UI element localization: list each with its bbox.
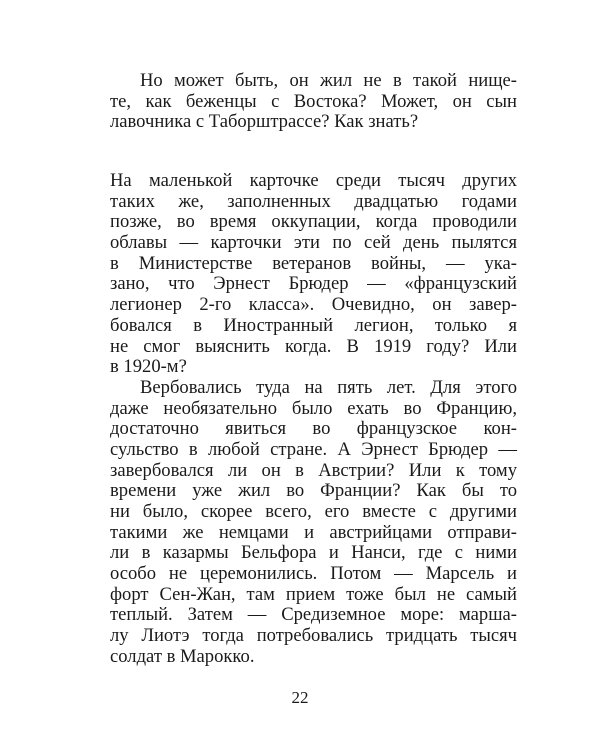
text-line: Вербовались туда на пять лет. Для этого bbox=[140, 376, 517, 398]
text-line: зано, что Эрнест Брюдер — «французский bbox=[110, 273, 517, 295]
text-line: такими же немцами и австрийцами отправи- bbox=[110, 521, 517, 543]
text-line: ли в казармы Бельфора и Нанси, где с ними bbox=[110, 542, 517, 564]
text-line: не смог выяснить когда. В 1919 году? Или bbox=[110, 335, 517, 357]
text-line: особо не церемонились. Потом — Марсель и bbox=[110, 563, 517, 585]
paragraph-1 bbox=[110, 71, 517, 133]
text-line: даже необязательно было ехать во Францию, bbox=[110, 397, 517, 419]
text-line: лу Лиотэ тогда потребовались тридцать тысяч bbox=[110, 625, 517, 647]
text-line: завербовался ли он в Австрии? Или к тому bbox=[110, 459, 517, 481]
text-line: облавы — карточки эти по сей день пылятся bbox=[110, 232, 517, 254]
text-line: таких же, заполненных двадцатью годами bbox=[110, 190, 517, 212]
text-line: бовался в Иностранный легион, только я bbox=[110, 314, 517, 336]
text-line: времени уже жил во Франции? Как бы то bbox=[110, 480, 517, 502]
page-number: 22 bbox=[291, 688, 309, 707]
text-line: сульство в любой стране. А Эрнест Брюдер — bbox=[110, 438, 517, 460]
text-line: те, как беженцы с Востока? Может, он сын bbox=[110, 90, 517, 112]
text-line: На маленькой карточке среди тысяч других bbox=[110, 170, 517, 191]
text-line: ни было, скорее всего, его вместе с другими bbox=[110, 501, 517, 522]
text-line: позже, во время оккупации, когда проводили bbox=[110, 211, 517, 233]
text-line: форт Сен-Жан, там прием тоже был не самый bbox=[110, 583, 517, 605]
text-line: легионер 2-го класса». Очевидно, он завер- bbox=[110, 294, 517, 316]
text-line: в 1920-м? bbox=[110, 356, 187, 378]
text-line: солдат в Марокко. bbox=[110, 645, 255, 667]
text-line: лавочника с Таборштрассе? Как знать? bbox=[110, 111, 419, 133]
paragraph-group bbox=[110, 171, 517, 668]
text-line: Но может быть, он жил не в такой нище- bbox=[140, 70, 517, 91]
text-line: достаточно явиться во французское кон- bbox=[110, 418, 517, 440]
text-line: теплый. Затем — Средиземное море: марша- bbox=[110, 604, 517, 626]
text-line: в Министерстве ветеранов войны, — ука- bbox=[110, 252, 517, 274]
